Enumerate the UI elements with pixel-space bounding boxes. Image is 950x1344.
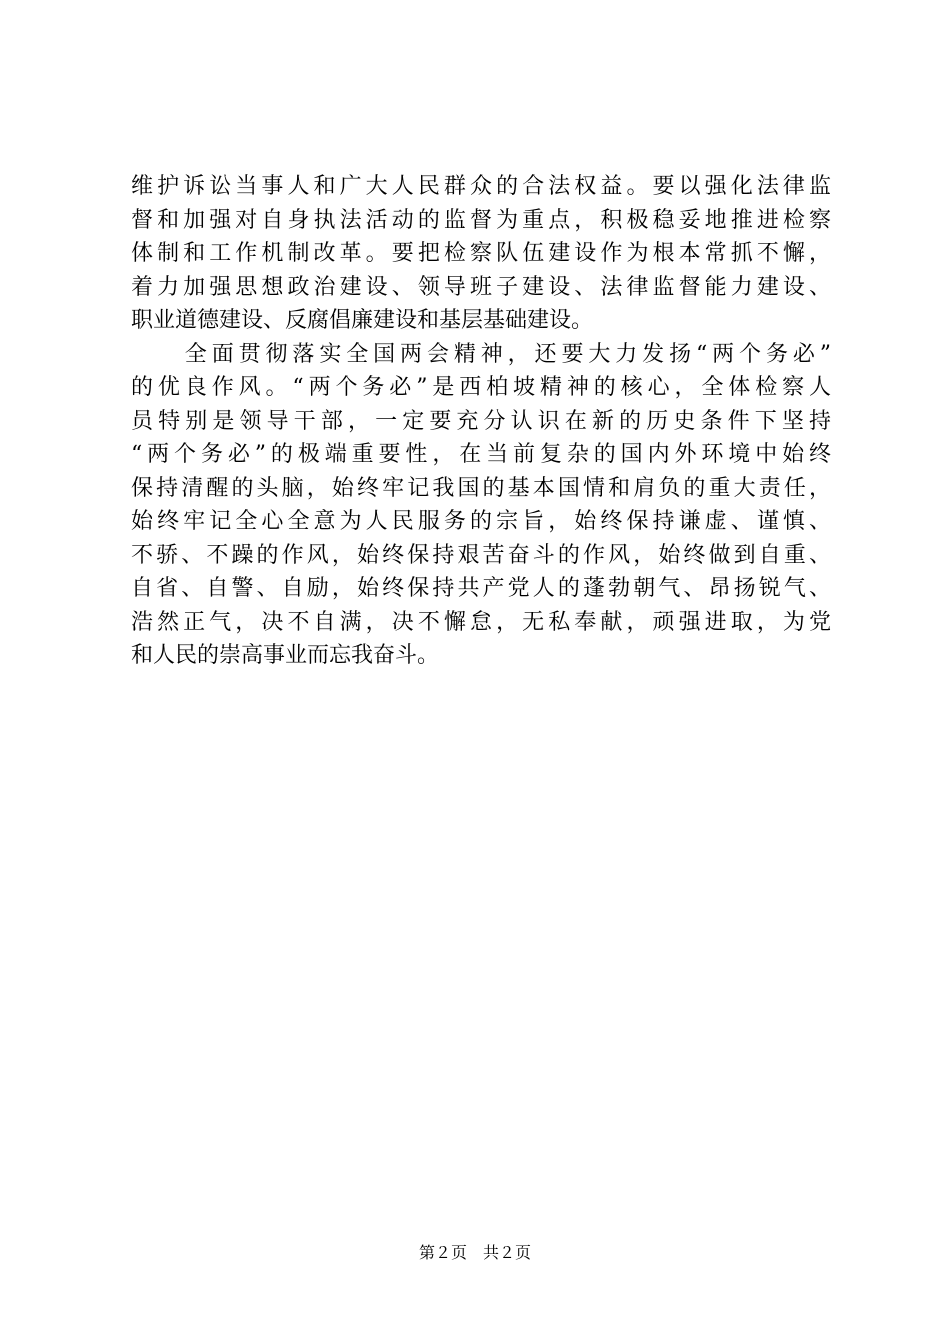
text-line: 体制和工作机制改革。要把检察队伍建设作为根本常抓不懈， [131,241,831,266]
page-footer [0,1243,950,1263]
text-line: 和人民的崇高事业而忘我奋斗。 [131,643,440,668]
text-line: 的优良作风。“两个务必”是西柏坡精神的核心，全体检察人 [131,375,831,400]
text-line: 保持清醒的头脑，始终牢记我国的基本国情和肩负的重大责任， [131,475,831,501]
text-line: 职业道德建设、反腐倡廉建设和基层基础建设。 [131,308,594,333]
text-line: 员特别是领导干部，一定要充分认识在新的历史条件下坚持 [131,408,831,434]
text-line: 全面贯彻落实全国两会精神，还要大力发扬“两个务必” [131,341,831,367]
footer-spacer [467,1243,483,1262]
text-line: “两个务必”的极端重要性，在当前复杂的国内外环境中始终 [131,442,831,467]
paragraph-2 [131,338,831,673]
paragraph-1 [131,170,831,338]
text-line: 始终牢记全心全意为人民服务的宗旨，始终保持谦虚、谨慎、 [131,509,831,534]
text-line: 浩然正气，决不自满，决不懈怠，无私奉献，顽强进取，为党 [131,609,831,635]
text-line: 着力加强思想政治建设、领导班子建设、法律监督能力建设、 [131,274,831,300]
text-line: 不骄、不躁的作风，始终保持艰苦奋斗的作风，始终做到自重、 [131,542,831,568]
text-line: 督和加强对自身执法活动的监督为重点，积极稳妥地推进检察 [131,207,831,233]
text-line: 自省、自警、自励，始终保持共产党人的蓬勃朝气、昂扬锐气、 [131,576,831,601]
body-text [131,170,831,673]
page-number: 第２页 [418,1243,467,1262]
text-line: 维护诉讼当事人和广大人民群众的合法权益。要以强化法律监 [131,174,831,199]
page-total: 共２页 [483,1243,532,1262]
